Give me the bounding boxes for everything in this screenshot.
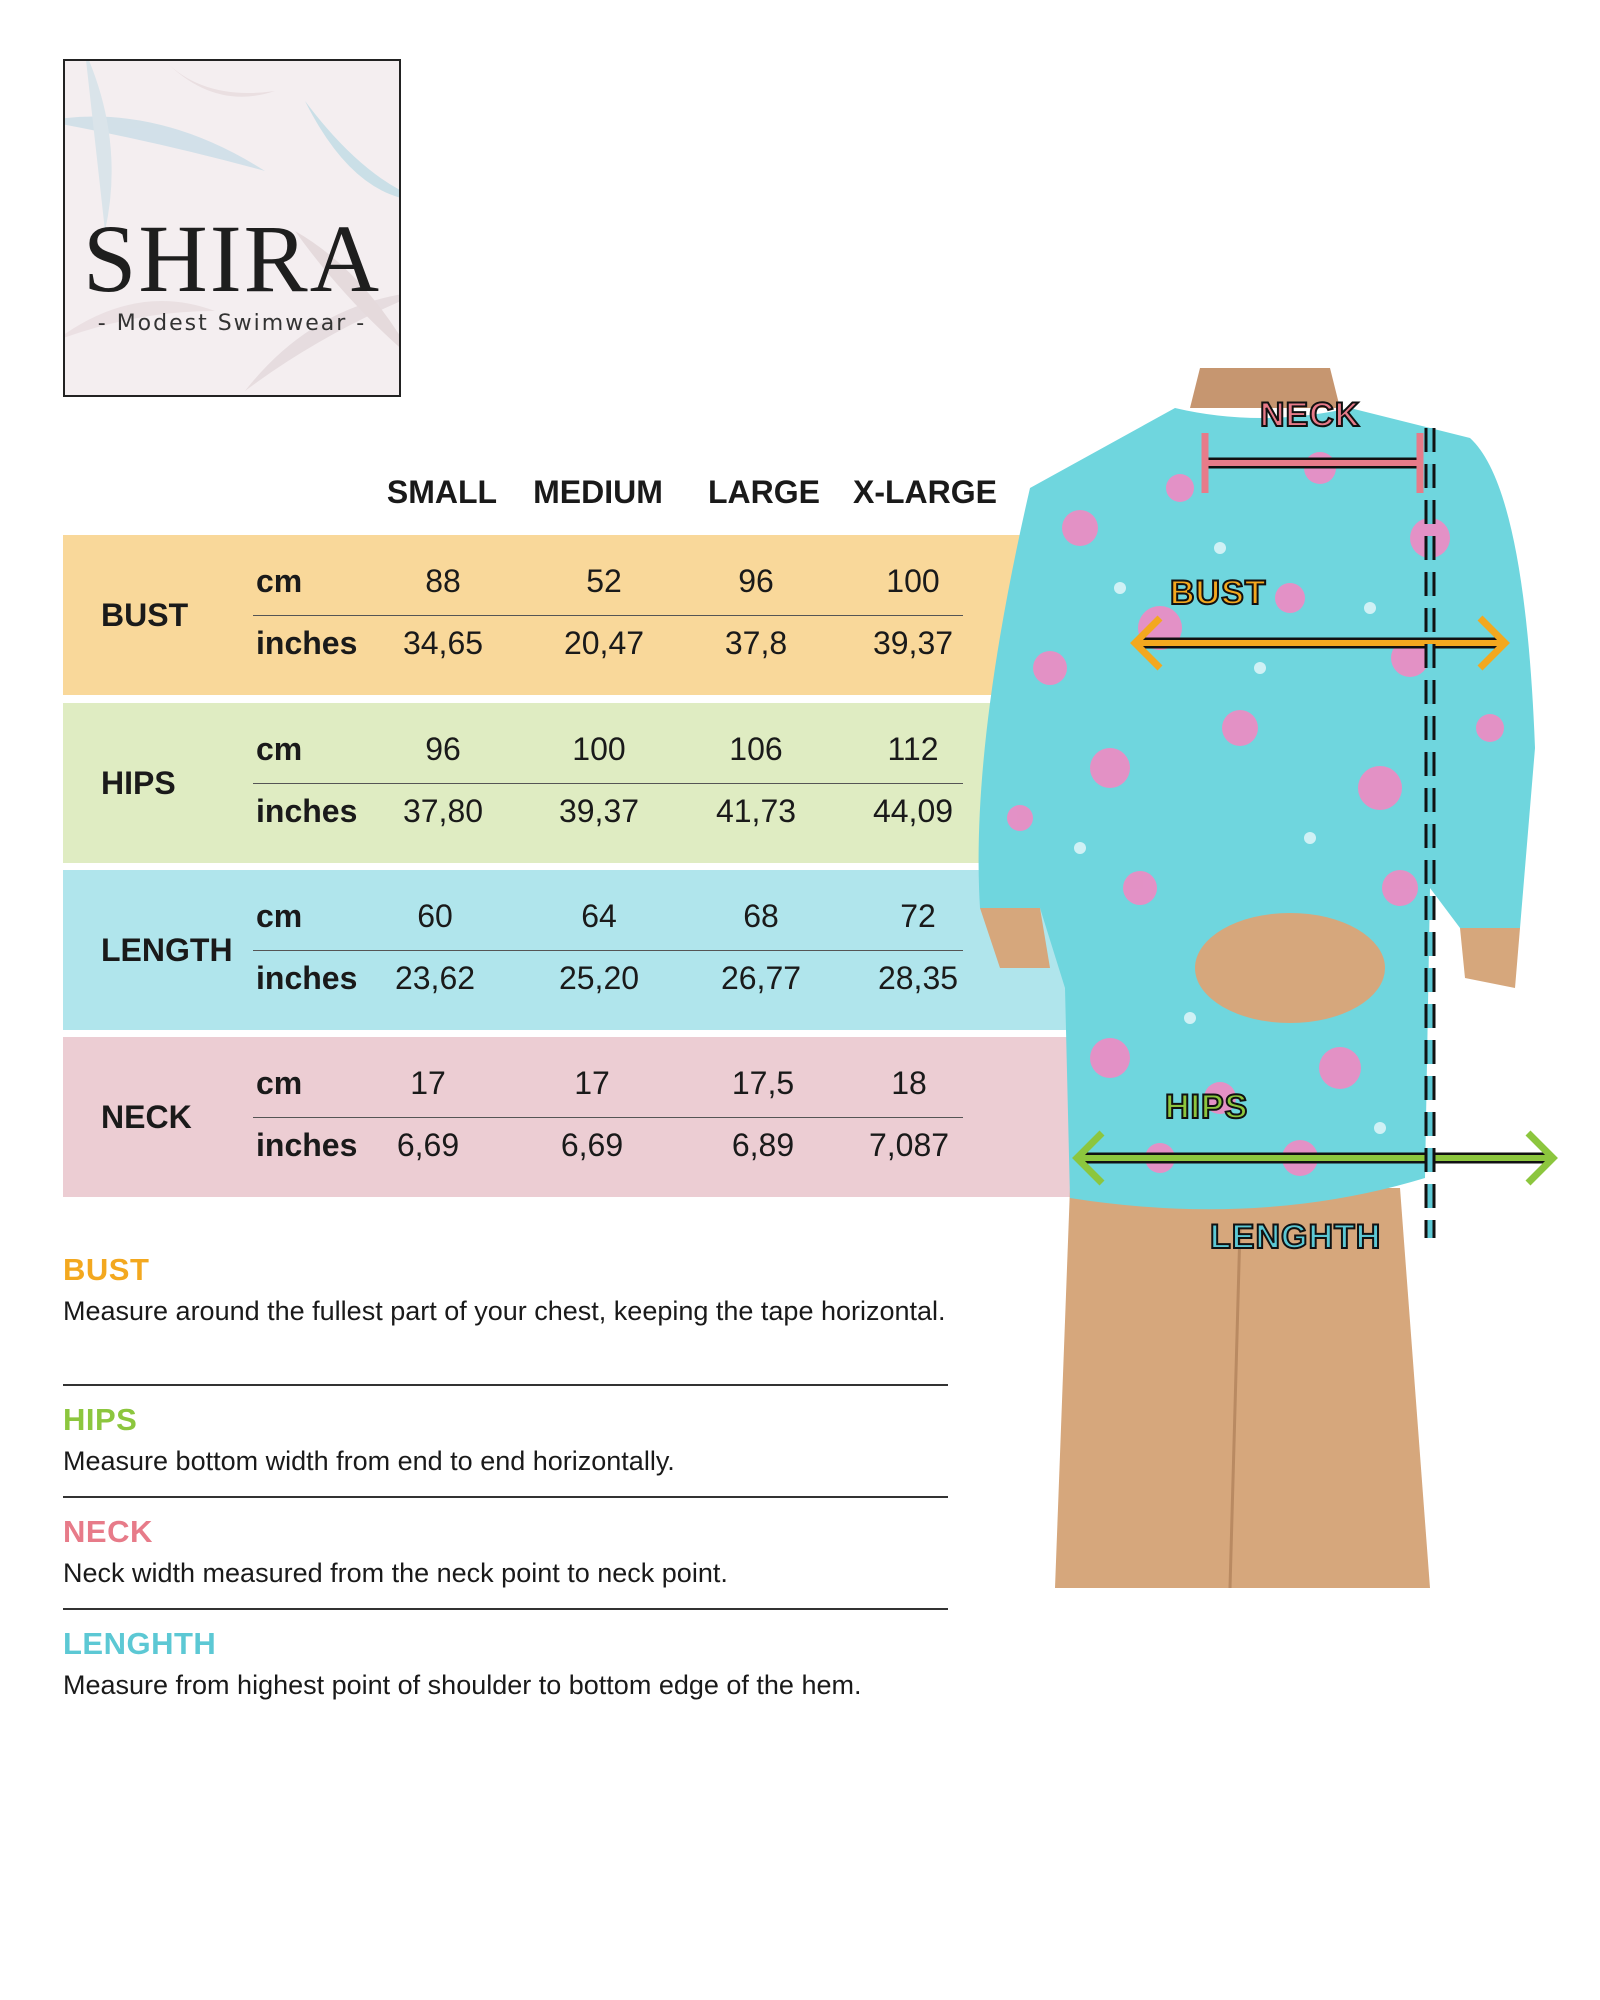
guide-length bbox=[63, 1626, 948, 1704]
figure-label-length: LENGHTH bbox=[1210, 1218, 1382, 1256]
hips-in-xlarge: 44,09 bbox=[872, 793, 954, 829]
guide-title-neck: NECK bbox=[63, 1514, 153, 1549]
hips-cm-xlarge: 112 bbox=[887, 731, 939, 767]
hips-cm-large: 106 bbox=[729, 731, 783, 767]
bust-in-large: 37,8 bbox=[724, 625, 788, 661]
unit-cm: cm bbox=[256, 563, 303, 599]
guide-text-hips: Measure bottom width from end to end horizontally. bbox=[63, 1446, 675, 1476]
length-in-small: 23,62 bbox=[394, 960, 476, 996]
size-header-xlarge: X-LARGE bbox=[853, 474, 997, 510]
guide-title-bust: BUST bbox=[63, 1252, 150, 1287]
hips-label: HIPS bbox=[101, 765, 176, 801]
length-cm-medium: 64 bbox=[581, 898, 617, 934]
brand-logo bbox=[63, 59, 401, 397]
hips-cm-small: 96 bbox=[425, 731, 461, 767]
neck-in-large: 6,89 bbox=[731, 1127, 795, 1163]
guide-title-length: LENGHTH bbox=[63, 1626, 217, 1661]
figure-label-neck: NECK bbox=[1260, 396, 1361, 434]
guide-divider bbox=[63, 1608, 948, 1610]
neck-in-xlarge: 7,087 bbox=[868, 1127, 950, 1163]
unit-cm: cm bbox=[256, 1065, 303, 1101]
model-illustration bbox=[960, 368, 1580, 1588]
length-in-large: 26,77 bbox=[720, 960, 802, 996]
guide-text-neck: Neck width measured from the neck point to neck point. bbox=[63, 1558, 728, 1588]
hips-in-medium: 39,37 bbox=[558, 793, 640, 829]
hips-in-large: 41,73 bbox=[715, 793, 797, 829]
unit-inches: inches bbox=[256, 960, 358, 996]
size-header-large: LARGE bbox=[708, 474, 820, 510]
neck-label: NECK bbox=[101, 1099, 192, 1135]
figure-label-bust: BUST bbox=[1170, 574, 1267, 612]
neck-in-medium: 6,69 bbox=[560, 1127, 624, 1163]
length-in-xlarge: 28,35 bbox=[877, 960, 959, 996]
length-in-medium: 25,20 bbox=[558, 960, 640, 996]
guide-divider bbox=[63, 1384, 948, 1386]
guide-hips bbox=[63, 1402, 948, 1480]
unit-cm: cm bbox=[256, 731, 303, 767]
length-label: LENGTH bbox=[101, 932, 233, 968]
neck-in-small: 6,69 bbox=[396, 1127, 460, 1163]
guide-text-length: Measure from highest point of shoulder to bottom edge of the hem. bbox=[63, 1670, 862, 1700]
neck-cm-large: 17,5 bbox=[731, 1065, 795, 1101]
size-header-medium: MEDIUM bbox=[533, 474, 663, 510]
hips-in-small: 37,80 bbox=[402, 793, 484, 829]
bust-in-medium: 20,47 bbox=[563, 625, 645, 661]
neck-row bbox=[63, 1037, 1093, 1197]
length-cm-small: 60 bbox=[417, 898, 453, 934]
guide-neck bbox=[63, 1514, 948, 1592]
bust-cm-large: 96 bbox=[738, 563, 774, 599]
guide-divider bbox=[63, 1496, 948, 1498]
logo-title: SHIRA bbox=[82, 205, 382, 312]
bust-cm-xlarge: 100 bbox=[886, 563, 940, 599]
unit-inches: inches bbox=[256, 793, 358, 829]
length-row bbox=[63, 870, 1093, 1030]
hips-cm-medium: 100 bbox=[572, 731, 626, 767]
hips-row bbox=[63, 703, 1063, 863]
unit-inches: inches bbox=[256, 625, 358, 661]
row-divider bbox=[253, 1117, 963, 1118]
row-divider bbox=[253, 783, 963, 784]
bust-cm-medium: 52 bbox=[586, 563, 622, 599]
row-divider bbox=[253, 950, 963, 951]
unit-inches: inches bbox=[256, 1127, 358, 1163]
bust-cm-small: 88 bbox=[425, 563, 461, 599]
guide-bust bbox=[63, 1252, 948, 1330]
bust-in-xlarge: 39,37 bbox=[872, 625, 954, 661]
length-cm-xlarge: 72 bbox=[900, 898, 936, 934]
bust-in-small: 34,65 bbox=[402, 625, 484, 661]
unit-cm: cm bbox=[256, 898, 303, 934]
bust-label: BUST bbox=[101, 597, 189, 633]
size-header-small: SMALL bbox=[386, 474, 498, 510]
row-divider bbox=[253, 615, 963, 616]
neck-cm-xlarge: 18 bbox=[891, 1065, 927, 1101]
shirt-measurement-diagram bbox=[960, 368, 1580, 1588]
length-cm-large: 68 bbox=[743, 898, 779, 934]
neck-cm-medium: 17 bbox=[574, 1065, 610, 1101]
bust-row bbox=[63, 535, 1063, 695]
neck-cm-small: 17 bbox=[410, 1065, 446, 1101]
figure-label-hips: HIPS bbox=[1165, 1088, 1249, 1126]
guide-title-hips: HIPS bbox=[63, 1402, 138, 1437]
guide-text-bust: Measure around the fullest part of your chest, keeping the tape horizontal. bbox=[63, 1296, 946, 1326]
logo-subtitle: - Modest Swimwear - bbox=[97, 311, 367, 336]
